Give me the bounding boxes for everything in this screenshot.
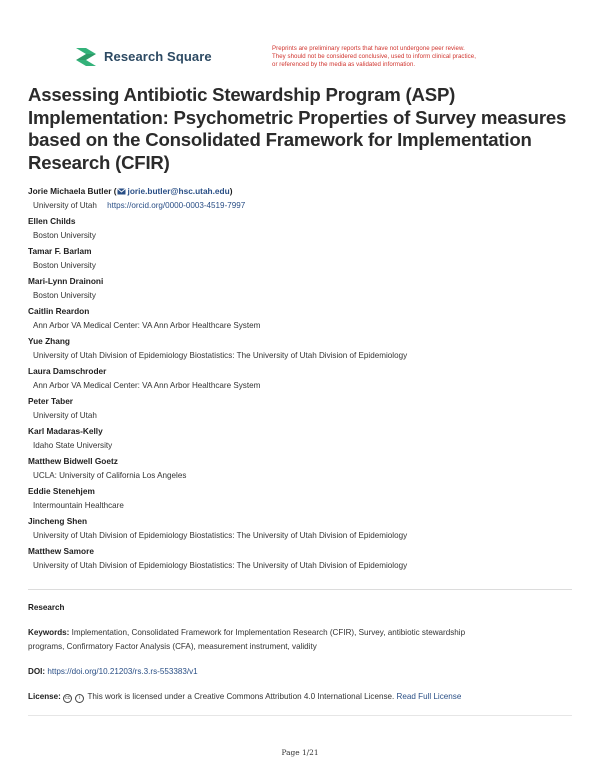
keywords-block [28,626,576,653]
keywords-text: Implementation, Consolidated Framework for Implementation Research (CFIR), Survey, antibiotic stewardship [71,628,466,637]
author-name: Mari-Lynn Drainoni [28,276,104,286]
author-entry [28,516,576,546]
author-name: Karl Madaras-Kelly [28,426,103,436]
author-list [28,186,576,576]
author-name: Laura Damschroder [28,366,107,376]
brand-name: Research Square [104,48,212,64]
author-affiliation: University of Utah [33,411,97,420]
author-affiliation: University of Utah Division of Epidemiology Biostatistics: The University of Utah Division of Epidemiology [33,351,408,360]
disclaimer-line: or referenced by the media as validated information. [272,61,416,69]
author-affiliation: University of Utah Division of Epidemiology Biostatistics: The University of Utah Division of Epidemiology [33,531,408,540]
author-affiliation: UCLA: University of California Los Angeles [33,471,187,480]
author-name: Matthew Bidwell Goetz [28,456,118,466]
author-name: Caitlin Reardon [28,306,90,316]
license-label: License: [28,692,61,701]
author-name: Peter Taber [28,396,74,406]
article-type: Research [28,603,65,612]
author-affiliation: Boston University [33,231,96,240]
license-text: This work is licensed under a Creative Commons Attribution 4.0 International License. [87,692,395,701]
author-entry [28,276,576,306]
author-affiliation: Boston University [33,261,96,270]
author-name: Eddie Stenehjem [28,486,95,496]
author-affiliation: University of Utah [33,201,97,210]
email-icon [117,187,126,198]
author-name: Ellen Childs [28,216,76,226]
author-name: Jincheng Shen [28,516,88,526]
author-affiliation: Idaho State University [33,441,113,450]
author-entry: Jorie Michaela Butler ( jorie.butler@hsc.utah.edu) University of Utah https://orcid.org/0000-0003-4519-7997 [28,186,246,210]
doi-block [28,665,576,679]
author-entry [28,426,576,456]
author-affiliation: Ann Arbor VA Medical Center: VA Ann Arbor Healthcare System [33,321,261,330]
keywords-text: programs, Confirmatory Factor Analysis (CFA), measurement instrument, validity [28,641,317,651]
section-divider [28,589,572,590]
author-name: Matthew Samore [28,546,94,556]
author-name: Jorie Michaela Butler [28,186,112,196]
author-entry [28,396,576,426]
author-affiliation: University of Utah Division of Epidemiology Biostatistics: The University of Utah Division of Epidemiology [33,561,408,570]
creative-commons-icon: cc [65,695,71,701]
author-entry [28,546,576,576]
author-entry [28,366,576,396]
author-entry [28,246,576,276]
author-entry [28,216,576,246]
author-affiliation: Boston University [33,291,96,300]
research-square-logo[interactable] [74,46,212,66]
author-affiliation: Ann Arbor VA Medical Center: VA Ann Arbor Healthcare System [33,381,261,390]
doi-label: DOI: [28,667,46,676]
author-entry [28,456,576,486]
orcid-link[interactable]: https://orcid.org/0000-0003-4519-7997 [107,201,246,210]
paper-title: Assessing Antibiotic Stewardship Program (ASP) Implementation: Psychometric Properties of Survey measures based on the Consolidated Framework for Implementation Research (CFIR) [28,84,567,173]
attribution-icon: i [75,694,84,703]
page-number: Page 1/21 [281,748,319,757]
author-affiliation: Intermountain Healthcare [33,501,124,510]
preprint-disclaimer [272,45,542,70]
footer-rule [28,715,572,716]
doi-link[interactable]: https://doi.org/10.21203/rs.3.rs-553383/v1 [47,667,198,676]
license-block [28,690,576,704]
read-full-license-link[interactable]: Read Full License [396,692,462,701]
author-entry [28,336,576,366]
author-email-link[interactable]: jorie.butler@hsc.utah.edu [127,186,230,196]
keywords-label: Keywords: [28,628,70,637]
research-square-logo-icon [74,46,98,66]
disclaimer-line: Preprints are preliminary reports that have not undergone peer review. [272,45,465,52]
disclaimer-line: They should not be considered conclusive, used to inform clinical practice, [272,53,476,61]
author-name: Tamar F. Barlam [28,246,92,256]
author-name: Yue Zhang [28,336,70,346]
author-entry [28,306,576,336]
author-entry [28,486,576,516]
